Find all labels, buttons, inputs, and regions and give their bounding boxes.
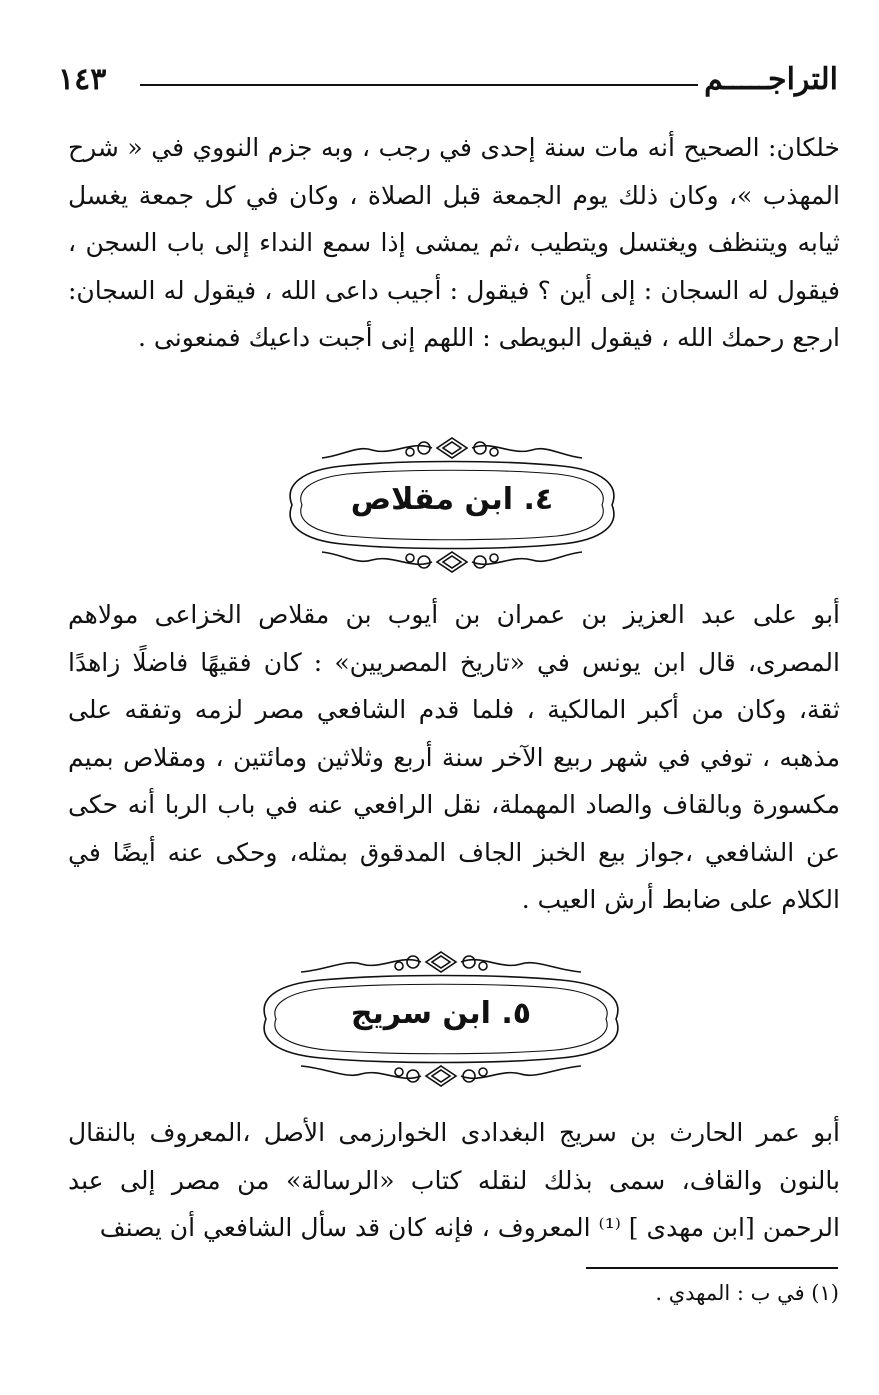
paragraph-previous-entry-end: خلكان: الصحيح أنه مات سنة إحدى في رجب ، وبه جزم النووي في « شرح المهذب »، وكان ذلك يوم الجمعة قبل الصلاة ، وكان في كل جمعة يغسل ثيابه ويتنظف ويغتسل ويتطيب ،ثم يمشى إذا سمع النداء إلى باب السجن ، فيقول له السجان : إلى أين ؟ فيقول : أجيب داعى الله ، فيقول له السجان: ارجع رحمك الله ، فيقول البويطى : اللهم إنى أجبت داعيك فمنعونى . [68,133,840,352]
section-heading: ٥. ابن سريج [350,996,532,1031]
section-heading: ٤. ابن مقلاص [350,482,554,517]
running-title: التراجـــــم [704,62,838,97]
paragraph-ibn-surayj: أبو عمر الحارث بن سريج البغدادى الخوارزمى الأصل ،المعروف بالنقال بالنون والقاف، سمى بذلك لنقله كتاب «الرسالة» من مصر إلى عبد الرحمن [ابن مهدى ] ⁽¹⁾ المعروف ، فإنه كان قد سأل الشافعي أن يصنف [68,1118,840,1242]
header-rule [140,84,698,86]
page-number: ١٤٣ [58,62,107,97]
footnote-rule [586,1267,838,1269]
section-banner-ibn-miqlas [262,430,642,580]
page-header [58,62,838,102]
paragraph-ibn-miqlas: أبو على عبد العزيز بن عمران بن أيوب بن مقلاص الخزاعى مولاهم المصرى، قال ابن يونس في «تاريخ المصريين» : كان فقيهًا فاضلًا زاهدًا ثقة، وكان من أكبر المالكية ، فلما قدم الشافعي مصر لزمه وتفقه على مذهبه ، توفي في شهر ربيع الآخر سنة أربع وثلاثين ومائتين ، ومقلاص بميم مكسورة وبالقاف والصاد المهملة، نقل الرافعي عنه في باب الربا أنه حكى عن الشافعي ،جواز بيع الخبز الجاف المدقوق بمثله، وحكى عنه أيضًا في الكلام على ضابط أرش العيب . [68,600,840,914]
section-banner-ibn-surayj [236,944,646,1094]
footnote: (١) في ب : المهدي . [655,1281,839,1305]
